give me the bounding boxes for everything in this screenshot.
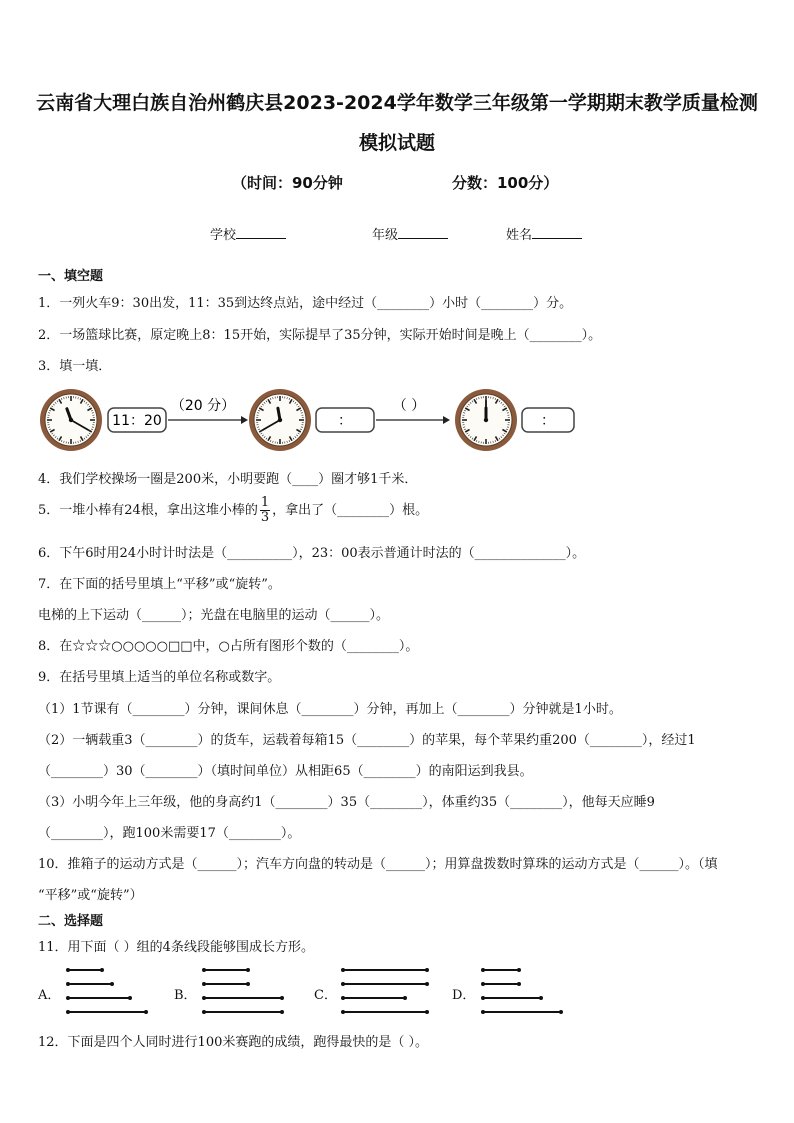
page-title: 云南省大理白族自治州鹤庆县2023-2024学年数学三年级第一学期期末教学质量检测	[36, 92, 758, 114]
question-4: 4．我们学校操场一圈是200米，小明要跑（____）圈才够1千米．	[38, 472, 418, 487]
grade-field	[372, 224, 448, 243]
option-d-segment	[483, 969, 519, 971]
question-11: 11．用下面（ ）组的4条线段能够围成长方形。	[38, 940, 314, 955]
question-9: 9．在括号里填上适当的单位名称或数字。	[38, 670, 281, 685]
question-1: 1．一列火车9：30出发，11：35到达终点站，途中经过（________）小时（________）分。	[38, 296, 573, 311]
option-c-segment	[343, 983, 427, 985]
question-10-cont: “平移”或“旋转”）	[38, 888, 143, 903]
question-5	[38, 496, 428, 525]
section-heading-fill: 一、填空题	[38, 269, 104, 284]
question-9-1: （1）1节课有（________）分钟，课间休息（________）分钟，再加上（________）分钟就是1小时。	[38, 702, 622, 717]
question-12: 12．下面是四个人同时进行100米赛跑的成绩，跑得最快的是（ ）。	[38, 1035, 428, 1050]
question-9-2b: （________）30（________）（填时间单位）从相距65（________）的南阳运到我县。	[38, 764, 533, 779]
arrow-2-label: （ ）	[392, 398, 426, 414]
question-9-2a: （2）一辆载重3（________）的货车，运载着每箱15（________）的苹果，每个苹果约重200（________），经过1	[38, 733, 696, 748]
option-d-label[interactable]: D．	[452, 988, 476, 1003]
clock-2-icon	[249, 389, 311, 451]
option-a-segment	[68, 997, 130, 999]
clock-center	[278, 418, 282, 422]
option-d-segment	[483, 1011, 561, 1013]
question-8: 8．在☆☆☆○○○○○□□中，○占所有图形个数的（________）。	[38, 639, 419, 654]
question-10: 10．推箱子的运动方式是（______）；汽车方向盘的转动是（______）；用算盘拨数时算珠的运动方式是（______）。（填	[38, 857, 718, 872]
name-label: 姓名	[506, 228, 533, 243]
page-title-line2: 模拟试题	[358, 132, 435, 154]
option-a-segment	[68, 983, 112, 985]
question-5-text: 5．一堆小棒有24根，拿出这堆小棒的	[38, 503, 258, 518]
section-heading-choice: 二、选择题	[38, 914, 104, 929]
time-info: （时间：90分钟	[232, 174, 343, 192]
option-b-segment	[204, 969, 248, 971]
fraction	[260, 496, 270, 525]
question-7: 7．在下面的括号里填上“平移”或“旋转”。	[38, 577, 281, 592]
question-9-3a: （3）小明今年上三年级，他的身高约1（________）35（________），体重约35（________），他每天应睡9	[38, 795, 655, 810]
option-b-segment	[204, 983, 248, 985]
fraction-denominator: 3	[260, 510, 270, 525]
name-field	[506, 224, 582, 243]
score-info: 分数：100分）	[452, 174, 559, 192]
arrow-1-head	[241, 416, 248, 424]
option-a-label[interactable]: A．	[38, 988, 61, 1003]
school-blank[interactable]	[236, 226, 286, 239]
clock-center	[69, 418, 73, 422]
question-7-sub: 电梯的上下运动（______）；光盘在电脑里的运动（______）。	[38, 608, 390, 623]
clock-1-icon	[40, 389, 102, 451]
option-c-segment	[343, 969, 427, 971]
grade-label: 年级	[372, 228, 399, 243]
question-5-text-end: ，拿出了（________）根。	[272, 503, 429, 518]
name-blank[interactable]	[532, 226, 582, 239]
option-d-segment	[483, 983, 519, 985]
arrow-2-head	[443, 416, 450, 424]
option-c-segment	[343, 1011, 427, 1013]
clock-3-icon	[455, 389, 517, 451]
school-label: 学校	[210, 228, 237, 243]
option-a-segment	[68, 1011, 146, 1013]
option-c-label[interactable]: C．	[314, 988, 337, 1003]
fraction-numerator: 1	[260, 495, 270, 510]
option-a-segment	[68, 969, 102, 971]
option-b-label[interactable]: B．	[174, 988, 197, 1003]
question-9-3b: （________），跑100米需要17（________）。	[38, 826, 301, 841]
question-3: 3．填一填．	[38, 359, 112, 374]
clock-center	[484, 418, 488, 422]
option-b-segment	[204, 997, 282, 999]
clock-diagram	[38, 382, 583, 456]
arrow-1-label: （20 分）	[170, 398, 236, 414]
question-6: 6．下午6时用24小时计时法是（__________），23：00表示普通计时法的（______________）。	[38, 546, 586, 561]
time-box-1-text: 11：20	[112, 413, 162, 429]
school-field	[210, 224, 286, 243]
option-d-segment	[483, 997, 541, 999]
time-box-3-text: ：	[541, 413, 555, 429]
grade-blank[interactable]	[398, 226, 448, 239]
option-c-segment	[343, 997, 405, 999]
option-b-segment	[204, 1011, 282, 1013]
time-box-2-text: ：	[338, 413, 352, 429]
question-2: 2．一场篮球比赛，原定晚上8：15开始，实际提早了35分钟，实际开始时间是晚上（________）。	[38, 328, 602, 343]
